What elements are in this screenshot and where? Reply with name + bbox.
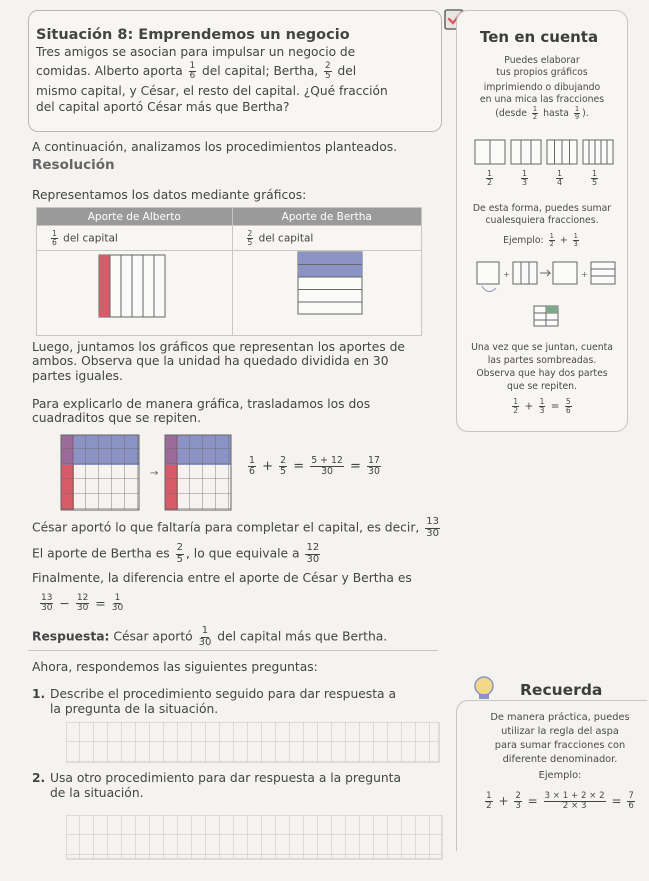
situation-line-4: del capital aportó César más que Bertha?: [36, 100, 290, 114]
cell-alberto: $\frac{1}{6}$ del capital: [37, 226, 233, 251]
situation-title: Situación 8: Emprendemos un negocio: [36, 27, 350, 43]
recuerda-line-1: De manera práctica, puedes: [490, 712, 630, 723]
label-quarter: $\frac{1}{4}$: [557, 169, 563, 188]
recuerda-line-2: utilizar la regla del aspa: [501, 726, 619, 737]
questions-intro: Ahora, respondemos las siguientes preguntas:: [32, 660, 318, 674]
recuerda-line-4: diferente denominador.: [502, 754, 618, 765]
luego-line-2: ambos. Observa que la unidad ha quedado dividida en 30: [32, 354, 389, 368]
header-alberto: Aporte de Alberto: [37, 208, 233, 226]
fraction-alberto: $\frac{1}{6}$: [189, 61, 196, 82]
final-line: Finalmente, la diferencia entre el aporte de César y Bertha es: [32, 571, 412, 585]
svg-text:+: +: [503, 270, 510, 279]
recuerda-equation: $\frac{1}{2}$ + $\frac{2}{3}$ = $\frac{3 \times 1 + 2 \times 2}{2 \times 3}$ = $\frac{7}{6}$: [486, 791, 634, 812]
svg-text:→: →: [150, 468, 159, 479]
tc-p1-range: (desde $\frac{1}{2}$ hasta $\frac{1}{9}$ ).: [495, 105, 589, 122]
ten-en-cuenta-title: Ten en cuenta: [480, 28, 599, 46]
q2-answer-grid[interactable]: [66, 815, 444, 861]
lightbulb-icon: [470, 674, 498, 702]
situation-line-2: comidas. Alberto aporta $\frac{1}{6}$ del capital; Bertha, $\frac{2}{5}$ del: [36, 61, 357, 82]
q1-answer-grid[interactable]: [66, 722, 441, 764]
tc-p1-line-3: imprimiendo o dibujando: [483, 82, 601, 93]
tc-p2-line-2: cualesquiera fracciones.: [485, 215, 599, 226]
sum-equation: $\frac{1}{6}$ + $\frac{2}{5}$ = $\frac{5 + 12}{30}$ = $\frac{17}{30}$: [249, 455, 380, 477]
situation-line-3: mismo capital, y César, el resto del capital. ¿Qué fracción: [36, 84, 388, 98]
label-third: $\frac{1}{3}$: [522, 169, 528, 188]
recuerda-title: Recuerda: [520, 681, 603, 699]
represent-text: Representamos los datos mediante gráficos:: [32, 188, 307, 202]
tc-p2-line-1: De esta forma, puedes sumar: [472, 203, 612, 214]
tc-p1-line-1: Puedes elaborar: [504, 55, 580, 66]
fraction-bertha: $\frac{2}{5}$: [325, 61, 331, 82]
recuerda-line-3: para sumar fracciones con: [494, 740, 626, 751]
tc-p3-line-4: que se repiten.: [506, 381, 578, 392]
tc-result-eq: $\frac{1}{2}$ + $\frac{1}{3}$ = $\frac{5}{6}$: [513, 397, 571, 415]
q1-line-2: la pregunta de la situación.: [50, 702, 219, 716]
analysis-intro: A continuación, analizamos los procedimientos planteados.: [32, 140, 398, 154]
label-fifth: $\frac{1}{5}$: [592, 169, 598, 188]
tc-p3-line-3: Observa que hay dos partes: [476, 368, 608, 379]
cesar-line: César aportó lo que faltaría para completar el capital, es decir, $\frac{13}{30}$: [32, 516, 439, 539]
luego-line-1: Luego, juntamos los gráficos que representan los aportes de: [32, 340, 405, 354]
example-graphic: [474, 258, 624, 330]
q1-number: 1.: [32, 687, 46, 701]
label-half: $\frac{1}{2}$: [487, 169, 493, 188]
svg-text:+: +: [581, 270, 588, 279]
tc-p3-line-2: las partes sombreadas.: [487, 355, 597, 366]
q2-line-2: de la situación.: [50, 786, 144, 800]
para-line-2: cuadraditos que se repiten.: [32, 411, 201, 425]
respuesta-line: Respuesta: César aportó $\frac{1}{30}$ del capital más que Bertha.: [32, 625, 388, 648]
bertha-line: El aporte de Bertha es $\frac{2}{5}$ , lo que equivale a $\frac{12}{30}$: [32, 542, 320, 565]
section-divider: [28, 650, 438, 651]
tc-p1-line-4: en una mica las fracciones: [479, 94, 605, 105]
para-line-1: Para explicarlo de manera gráfica, trasladamos los dos: [32, 397, 371, 411]
q2-line-1: Usa otro procedimiento para dar respuesta a la pregunta: [50, 771, 402, 785]
luego-line-3: partes iguales.: [32, 369, 123, 383]
bertha-fifths-graphic: [297, 251, 365, 317]
combined-grid-graphic: [60, 434, 240, 514]
alberto-sixths-graphic: [98, 254, 168, 320]
recuerda-example-label: Ejemplo:: [538, 770, 582, 781]
q1-line-1: Describe el procedimiento seguido para dar respuesta a: [50, 687, 397, 701]
difference-equation: $\frac{13}{30}$ − $\frac{12}{30}$ = $\frac{1}{30}$: [41, 593, 124, 614]
fraction-strips-graphic: [474, 137, 624, 167]
tc-p1-line-2: tus propios gráficos: [496, 67, 588, 78]
q2-number: 2.: [32, 771, 46, 785]
resolucion-heading: Resolución: [32, 157, 115, 173]
tc-p3-line-1: Una vez que se juntan, cuenta: [471, 342, 613, 353]
tc-example: Ejemplo: $\frac{1}{2}$ + $\frac{1}{3}$: [503, 232, 578, 249]
header-bertha: Aporte de Bertha: [232, 208, 421, 226]
situation-line-1: Tres amigos se asocian para impulsar un negocio de: [36, 45, 356, 59]
cell-bertha: $\frac{2}{5}$ del capital: [232, 226, 421, 251]
